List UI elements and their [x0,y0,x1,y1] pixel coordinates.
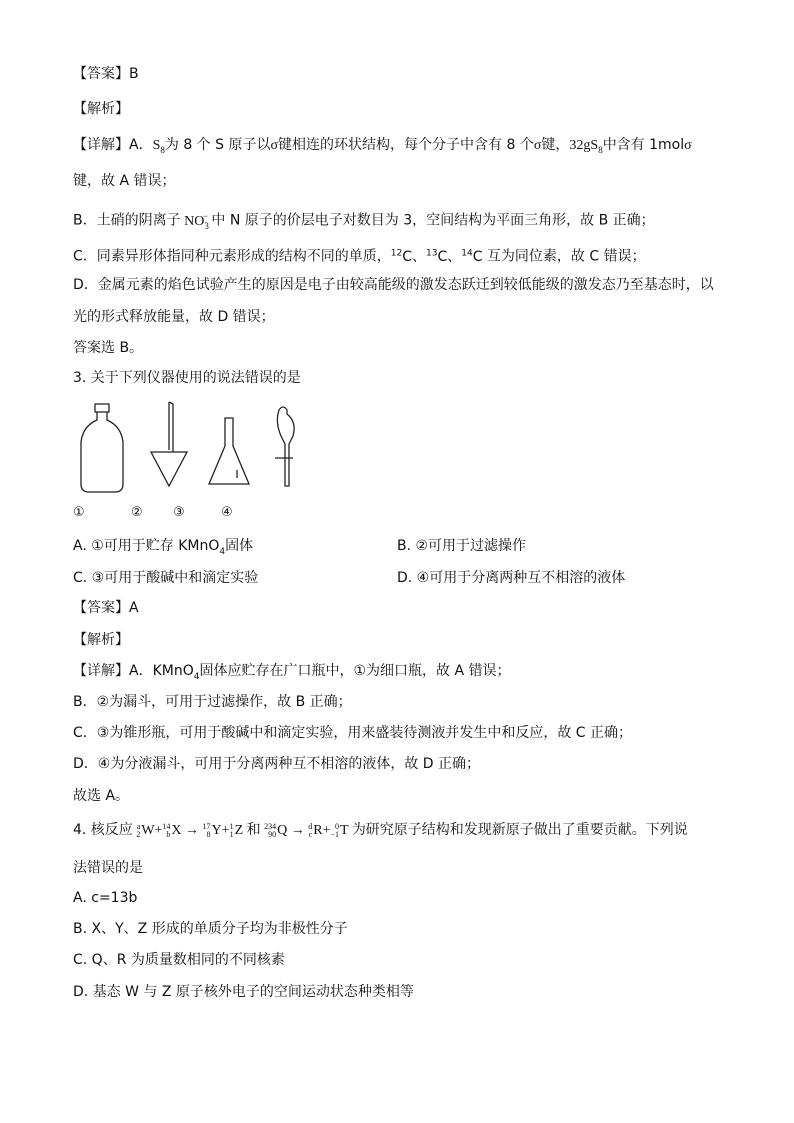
q4-option-a: A. c=13b [73,890,138,906]
q2-detail-a [73,135,692,160]
q4-stem: 4. 核反应 a 2 W+ 14 b X → 17 8 Y+ 1 1 Z 和 234 90 Q → d c R+ 0 −1 T 为研究原子结构和发现新原子做出了重要贡献。下列说 [73,821,688,839]
q4-option-c: C. Q、R 为质量数相同的不同核素 [73,952,285,968]
funnel-cone [151,452,187,486]
label-3: ③ [173,505,185,520]
q2-detail-c [73,243,646,267]
bottle-stopper [95,404,109,412]
q3-options-row-2 [73,568,626,588]
q3-conclusion: 故选 A。 [73,788,130,804]
label-1: ① [73,505,85,520]
q4-option-b: B. X、Y、Z 形成的单质分子均为非极性分子 [73,921,348,937]
text: B．土硝的阴离子 [73,212,181,229]
q2-detail-d-cont: 光的形式释放能量，故 D 错误； [73,309,275,325]
formula-no3-ion: $NO_3^-$ [180,211,209,231]
q4-stem-cont: 法错误的是 [73,860,143,876]
text: 中 N 原子的价层电子对数目为 3，空间结构为平面三角形，故 B 正确； [211,212,655,229]
option-a-tail: 固体 [225,538,254,554]
label-4: ④ [221,505,233,520]
q3-detail-a: 【详解】A．KMnO$_4$固体应贮存在广口瓶中，①为细口瓶，故 A 错误； [73,663,511,682]
q3-detail-d: D．④为分液漏斗，可用于分离两种互不相溶的液体，故 D 正确； [73,756,481,772]
apparatus-drawing [73,398,313,498]
q2-detail-a-cont: 键，故 A 错误； [73,173,176,189]
label-2: ② [131,505,143,520]
q2-answer: 【答案】B [73,66,139,82]
text: 和 [246,822,261,838]
text: 中含有 1mol [602,137,685,153]
q3-answer: 【答案】A [73,600,139,616]
text: 4. 核反应 [73,822,133,838]
text: 互为同位素，故 C 错误； [486,248,646,265]
option-c: C. ③可用于酸碱中和滴定实验 [73,570,259,586]
text: 【详解】A． [73,137,153,153]
text: 键， [541,137,570,153]
q3-detail-c: C．③为锥形瓶，可用于酸碱中和滴定实验，用来盛装待测液并发生中和反应，故 C 正确； [73,725,632,741]
q2-conclusion: 答案选 B。 [73,340,144,356]
q2-analysis: 【解析】 [73,101,129,117]
q2-detail-b [73,206,655,235]
q3-stem: 3. 关于下列仪器使用的说法错误的是 [73,370,301,386]
text: 固体应贮存在广口瓶中，①为细口瓶，故 A 错误； [199,663,511,679]
text: C．同素异形体指同种元素形成的结构不同的单质， [73,248,391,265]
isotopes: $^{12}$C、$^{13}$C、$^{14}$C [390,248,487,265]
text: 为 8 个 S 原子以 [164,137,271,153]
q3-options-row-1: A. ①可用于贮存 KMnO$_4$固体 B. ②可用于过滤操作 [73,538,527,557]
apparatus-figure [73,398,313,498]
option-b: B. ②可用于过滤操作 [397,538,527,554]
formula-s8: $S_8$ [152,138,165,155]
q4-option-d: D. 基态 W 与 Z 原子核外电子的空间运动状态种类相等 [73,984,414,1000]
text: 为研究原子结构和发现新原子做出了重要贡献。下列说 [351,822,688,838]
sigma: σ [270,138,279,153]
q3-analysis: 【解析】 [73,632,129,648]
q2-detail-d: D．金属元素的焰色试验产生的原因是电子由较高能级的激发态跃迁到较低能级的激发态乃至基态时，以 [73,277,714,293]
separatory-funnel [277,407,294,486]
text: 键相连的环状结构，每个分子中含有 8 个 [278,137,534,153]
conical-flask [209,418,249,484]
sigma: σ [533,138,542,153]
option-a: A. ①可用于贮存 KMnO [73,538,220,554]
text: 【详解】A．KMnO [73,663,194,679]
formula-32g-s8: $32gS_8$ [569,138,603,155]
option-d: D. ④可用于分离两种互不相溶的液体 [397,570,626,586]
q3-detail-b: B．②为漏斗，可用于过滤操作，故 B 正确； [73,694,352,710]
narrow-neck-bottle [81,412,123,492]
sigma: σ [684,138,692,153]
